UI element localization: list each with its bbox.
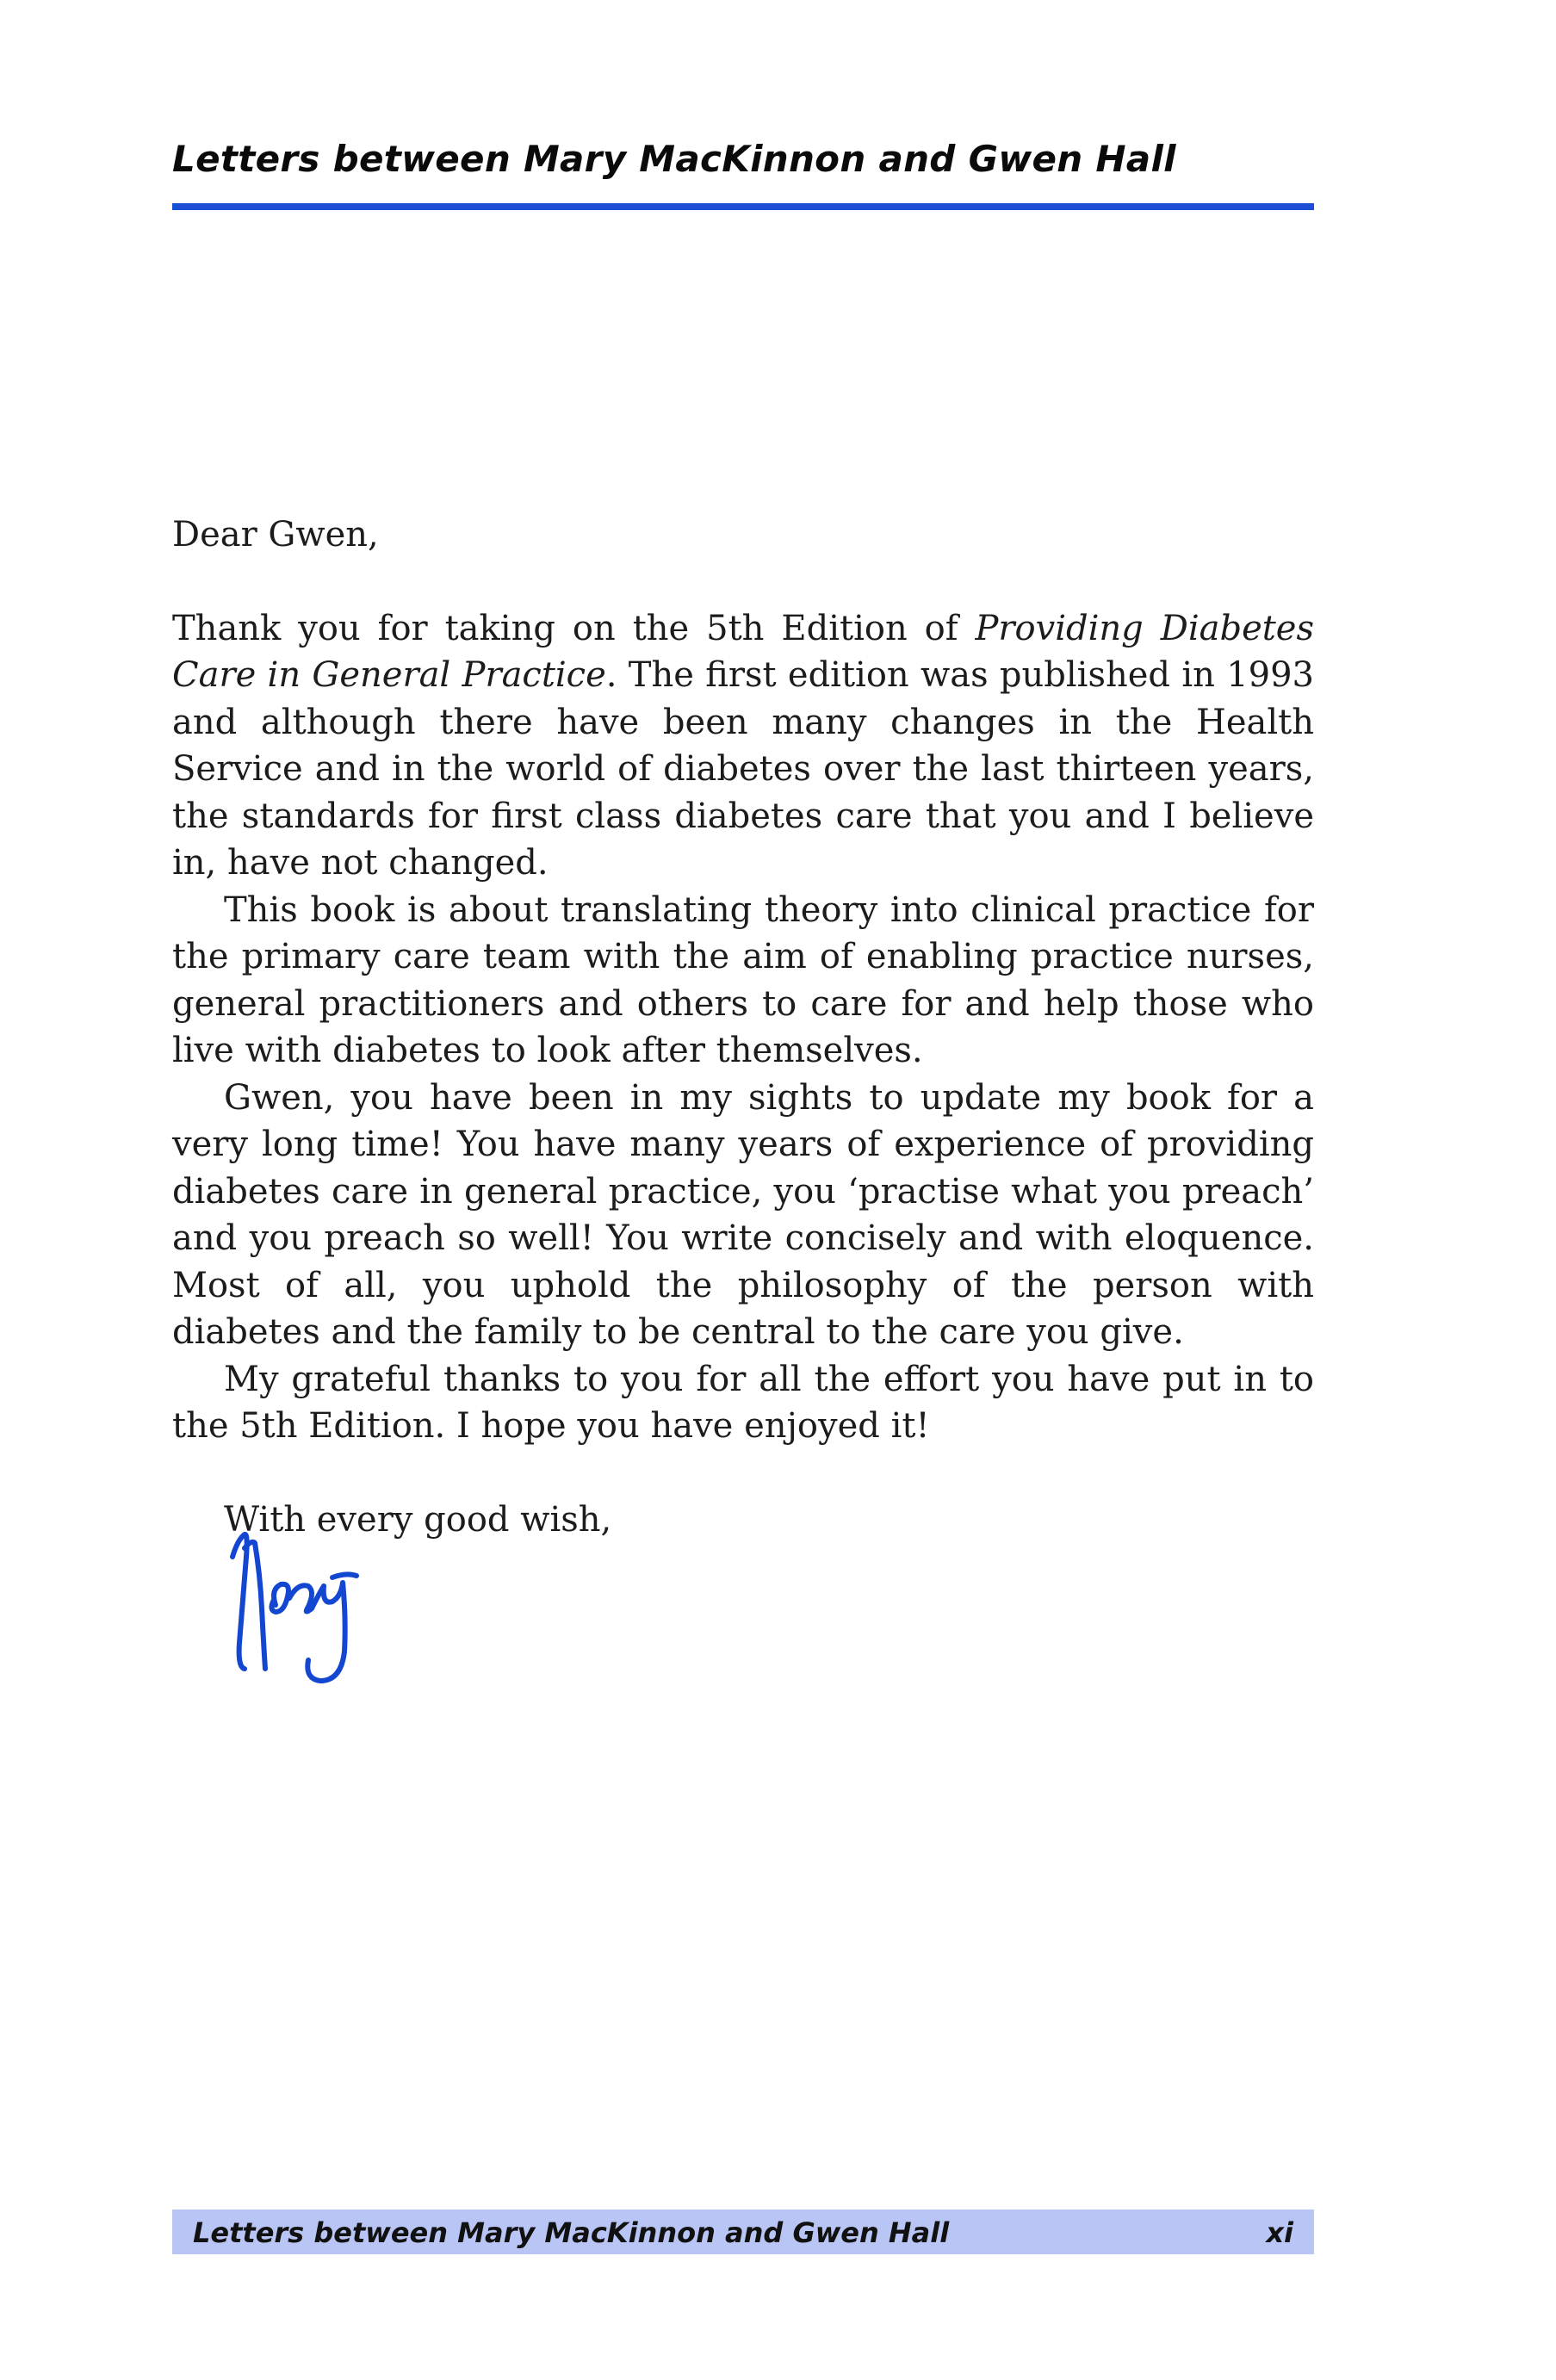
header-rule [172,203,1314,210]
page-number: xi [1266,2216,1293,2249]
closing-line: With every good wish, [224,1499,612,1540]
signature-image [226,1522,381,1686]
paragraph-4: My grateful thanks to you for all the effort you have put in to the 5th Edition. I hope you have enjoyed it! [172,1359,1314,1446]
running-head-title: Letters between Mary MacKinnon and Gwen Hall [172,138,1176,180]
salutation: Dear Gwen, [172,515,379,555]
letter-body [172,511,1314,1543]
paragraph-1-end: . The first edition was published in 1993 and although there have been many changes in the Health Service and in the world of diabetes over the last thirteen years, the standards for first class diabetes care that you and I believe in, have not changed. [172,655,1314,883]
footer-band [172,2210,1314,2254]
book-title: Providing Diabetes Care in General Practice [172,608,1315,695]
footer-title: Letters between Mary MacKinnon and Gwen Hall [193,2216,950,2249]
paragraph-2: This book is about translating theory into clinical practice for the primary care team with the aim of enabling practice nurses, general practitioners and others to care for and help those who live with diabetes to look after themselves. [172,889,1314,1070]
paragraph-3: Gwen, you have been in my sights to update my book for a very long time! You have many years of experience of providing diabetes care in general practice, you ‘practise what you preach’ and you preach so well! You write concisely and with eloquence. Most of all, you uphold the philosophy of the person with diabetes and the family to be central to the care you give. [172,1077,1314,1352]
paragraph-1-start: Thank you for taking on the 5th Edition of [172,608,976,648]
paragraph-1 [172,605,1314,887]
